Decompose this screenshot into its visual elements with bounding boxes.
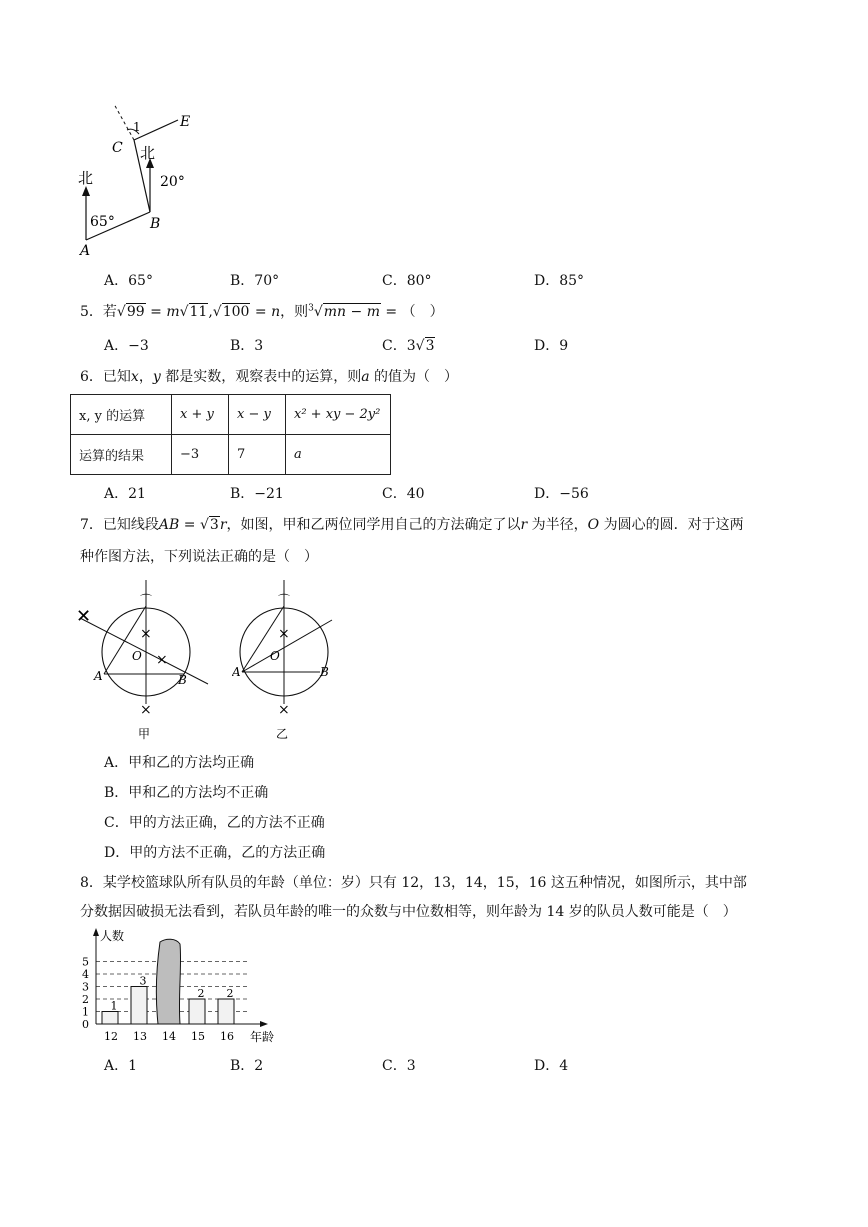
q7-jia-cross-mark: ×: [140, 702, 152, 718]
q6-option-a[interactable]: A．21: [104, 486, 146, 502]
q4-angle-a-label: 65°: [90, 214, 115, 230]
q4-option-c[interactable]: C．80°: [382, 273, 432, 289]
q4-north-label-b: 北: [140, 144, 156, 162]
q7-question-line1: 7．已知线段AB = √3r，如图，甲和乙两位同学用自己的方法确定了以r 为半径，O 为圆心的圆．对于这两: [80, 517, 744, 533]
q8-xlabel: 年龄: [250, 1030, 275, 1044]
q7-figure-jia: [72, 574, 212, 744]
q8-ytick-label: 2: [82, 993, 89, 1006]
q7-yi-cross-mark: ×: [278, 702, 290, 718]
q6-header-cell: x² + xy − 2y²: [286, 395, 391, 435]
q8-bar-data-label: 1: [110, 999, 118, 1013]
q8-y-axis-arrow: [93, 928, 99, 936]
q7-figure-yi: [232, 574, 342, 744]
q8-ylabel: 人数: [100, 929, 125, 943]
q7-option-c[interactable]: C．甲的方法正确，乙的方法不正确: [104, 815, 325, 831]
q7-jia-point-o: O: [132, 649, 142, 663]
q6-header-cell: x, y 的运算: [71, 395, 172, 435]
q8-damaged-region: [156, 939, 180, 1024]
table-row: [71, 435, 391, 475]
q7-jia-point-a: A: [94, 669, 103, 683]
q7-jia-cross-mark: ×: [156, 652, 168, 668]
q8-xtick-label: 13: [133, 1030, 147, 1043]
q8-option-c[interactable]: C．3: [382, 1058, 416, 1074]
q4-point-e: E: [180, 114, 191, 130]
q4-point-a: A: [80, 243, 91, 259]
q7-yi-point-b: B: [320, 665, 329, 679]
q8-option-d[interactable]: D．4: [534, 1058, 569, 1074]
q6-table: [70, 394, 391, 475]
q6-option-b[interactable]: B．−21: [230, 486, 284, 502]
q7-question-line2: 种作图方法，下列说法正确的是（ ）: [80, 549, 318, 565]
q8-option-a[interactable]: A．1: [104, 1058, 138, 1074]
q7-yi-point-a: A: [232, 665, 241, 679]
q4-figure: [70, 100, 210, 260]
q8-bar: [131, 987, 147, 1025]
q6-cell: 运算的结果: [71, 435, 172, 475]
q7-option-d[interactable]: D．甲的方法不正确，乙的方法正确: [104, 845, 326, 861]
q8-option-b[interactable]: B．2: [230, 1058, 264, 1074]
q8-ytick-label: 0: [82, 1018, 89, 1031]
q8-bar-chart: [72, 926, 282, 1046]
q6-cell: −3: [172, 435, 229, 475]
q6-cell: 7: [229, 435, 286, 475]
q4-option-b[interactable]: B．70°: [230, 273, 280, 289]
q8-question-line1: 8．某学校篮球队所有队员的年龄（单位：岁）只有 12，13，14，15，16 这五种情况，如图所示，其中部: [80, 875, 747, 891]
q8-bar-data-label: 2: [226, 987, 234, 1000]
q6-option-c[interactable]: C．40: [382, 486, 425, 502]
table-row: [71, 395, 391, 435]
q4-point-c: C: [112, 140, 123, 156]
q8-ytick-label: 4: [82, 968, 89, 981]
q6-header-cell: x + y: [172, 395, 229, 435]
q4-angle-b-label: 20°: [160, 174, 185, 190]
q8-bar: [218, 999, 234, 1024]
q4-extension-dashed: [114, 104, 134, 140]
q8-bar-data-label: 2: [197, 987, 205, 1000]
q5-question: 5．若√99 = m√11,√100 = n，则$^3$√mn − m = （ ）: [80, 303, 444, 320]
q7-jia-cross-mark: ✕: [76, 606, 92, 627]
q8-question-line2: 分数据因破损无法看到，若队员年龄的唯一的众数与中位数相等，则年龄为 14 岁的队员人数可能是（ ）: [80, 904, 737, 920]
q7-yi-cross-mark: ×: [278, 626, 290, 642]
q5-option-c[interactable]: C．3√3: [382, 338, 435, 354]
q7-jia-point-b: B: [178, 673, 187, 687]
q5-option-a[interactable]: A．−3: [104, 338, 149, 354]
q7-yi-point-o: O: [270, 649, 280, 663]
q4-option-a[interactable]: A．65°: [104, 273, 153, 289]
q8-ytick-label: 5: [82, 955, 89, 969]
q6-header-cell: x − y: [229, 395, 286, 435]
q4-arrowhead-a: [82, 186, 90, 196]
q8-xtick-label: 15: [191, 1030, 205, 1043]
q8-bar: [102, 1012, 118, 1025]
q7-yi-arc-mark: ⌒: [278, 593, 291, 607]
q6-question: 6．已知x，y 都是实数，观察表中的运算，则a 的值为（ ）: [80, 369, 459, 385]
q4-point-b: B: [150, 216, 161, 232]
q8-ytick-label: 3: [82, 980, 89, 994]
q8-bar-data-label: 3: [139, 974, 147, 988]
q8-xtick-label: 12: [104, 1030, 118, 1043]
q7-yi-caption: 乙: [276, 727, 289, 741]
q4-option-d[interactable]: D．85°: [534, 273, 585, 289]
q8-xtick-label: 14: [162, 1030, 176, 1043]
q8-ytick-label: 1: [82, 1005, 89, 1019]
q7-jia-caption: 甲: [138, 727, 151, 741]
q4-angle1-label: 1: [133, 120, 141, 134]
q7-jia-arc-mark: ⌒: [140, 593, 153, 607]
q6-cell: a: [286, 435, 391, 475]
q5-option-b[interactable]: B．3: [230, 338, 264, 354]
q6-option-d[interactable]: D．−56: [534, 486, 589, 502]
q4-north-label-a: 北: [78, 169, 94, 187]
q5-option-d[interactable]: D．9: [534, 338, 569, 354]
q7-option-b[interactable]: B．甲和乙的方法均不正确: [104, 785, 269, 801]
q7-jia-cross-mark: ×: [140, 626, 152, 642]
q8-bar: [189, 999, 205, 1024]
q8-x-axis-arrow: [260, 1021, 268, 1027]
q7-option-a[interactable]: A．甲和乙的方法均正确: [104, 755, 255, 771]
q8-xtick-label: 16: [220, 1030, 234, 1043]
